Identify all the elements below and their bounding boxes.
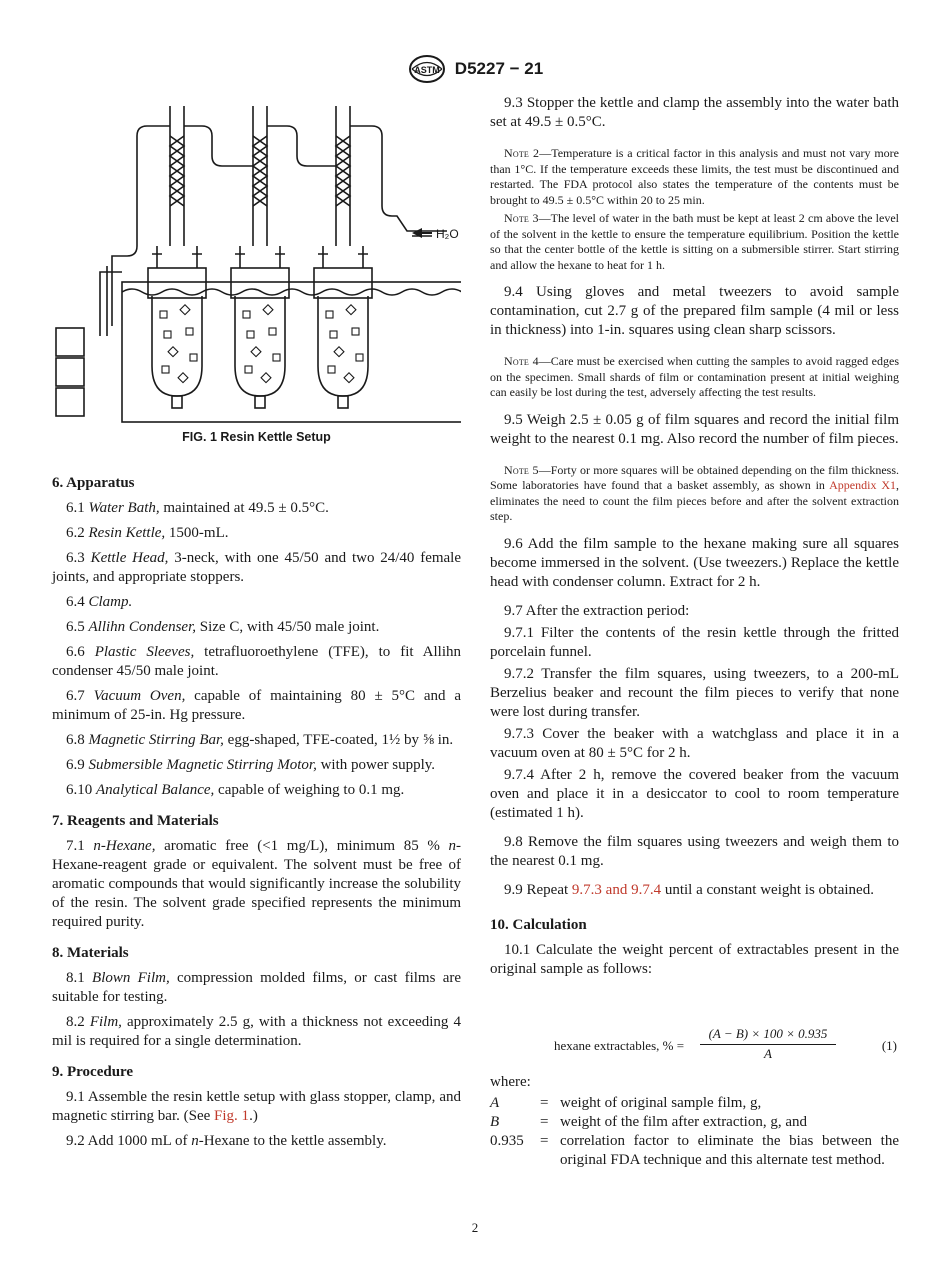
para-6-2: 6.2 Resin Kettle, 1500-mL.: [66, 525, 229, 541]
para-9-5: 9.5 Weigh 2.5 ± 0.05 g of film squares and record the initial film weight to the nearest 0.1 mg. Also record the number of film pieces.: [490, 411, 899, 447]
para-9-7: 9.7 After the extraction period:: [504, 602, 690, 619]
resin-kettle-figure: [52, 96, 461, 426]
page-header: [0, 54, 950, 84]
para-6-9: 6.9 Submersible Magnetic Stirring Motor, with power supply.: [66, 757, 436, 773]
para-6-5: 6.5 Allihn Condenser, Size C, with 45/50 male joint.: [66, 619, 380, 635]
para-9-3: 9.3 Stopper the kettle and clamp the assembly into the water bath set at 49.5 ± 0.5°C.: [490, 95, 899, 130]
figure-caption: FIG. 1 Resin Kettle Setup: [182, 430, 331, 444]
para-6-3: 6.3 Kettle Head, 3-neck, with one 45/50 and two 24/40 female joints, and appropriate stoppers.: [52, 550, 462, 585]
para-9-7-3: 9.7.3 Cover the beaker with a watchglass and place it in a vacuum oven at 80 ± 5°C for 2 h.: [490, 725, 899, 761]
equation-numerator: (A − B) × 100 × 0.935: [700, 1026, 836, 1045]
section-10-heading: 10. Calculation: [490, 916, 587, 933]
para-9-6: 9.6 Add the film sample to the hexane making sure all squares become immersed in the solvent. (Use tweezers.) Replace the kettle head with condenser column. Extract for 2 h.: [490, 535, 899, 590]
para-9-1: 9.1 Assemble the resin kettle setup with glass stopper, clamp, and magnetic stirring bar. (See Fig. 1.): [52, 1089, 461, 1124]
section-8-heading: 8. Materials: [52, 945, 129, 961]
page-number: 2: [471, 1220, 479, 1235]
para-9-9: 9.9 Repeat 9.7.3 and 9.7.4 until a constant weight is obtained.: [504, 881, 874, 898]
section-6-heading: 6. Apparatus: [52, 475, 135, 491]
note-2: Note 2—Temperature is a critical factor in this analysis and must not vary more than 1°C. If the temperature exceeds these limits, the test must be discontinued and restarted. The FDA protocol also states the temperature of the contents must be brought to 49.5 ± 0.5°C within 20 to 25 min.: [490, 146, 899, 207]
para-9-4: 9.4 Using gloves and metal tweezers to avoid sample contamination, cut 2.7 g of the prepared film sample (4 mil or less in thickness) into 1-in. squares using clean sharp scissors.: [490, 284, 899, 338]
definition-symbol: A: [490, 1095, 500, 1111]
definition-symbol: B: [490, 1114, 500, 1130]
fig-1-link[interactable]: Fig. 1: [214, 1108, 250, 1124]
para-6-8: 6.8 Magnetic Stirring Bar, egg-shaped, TFE-coated, 1½ by ⅝ in.: [66, 732, 454, 748]
para-9-8: 9.8 Remove the film squares using tweezers and weigh them to the nearest 0.1 mg.: [490, 833, 899, 869]
definition-text: weight of original sample film, g,: [560, 1095, 762, 1111]
para-7-1: 7.1 n-Hexane, aromatic free (<1 mg/L), minimum 85 % n-Hexane-reagent grade or equivalent. The solvent must be free of aromatic compounds that would significantly increase the solubility of the resin. The solvent grade specified represents the minimum required purity.: [52, 838, 461, 930]
definition-text: correlation factor to eliminate the bias between the original FDA technique and this alternate test method.: [560, 1133, 899, 1168]
svg-text:ASTM: ASTM: [414, 65, 440, 75]
para-6-1: 6.1 Water Bath, maintained at 49.5 ± 0.5°C.: [66, 500, 329, 516]
where-label: where:: [490, 1074, 531, 1090]
definition-row: B = weight of the film after extraction, g, and: [490, 1113, 899, 1132]
note-5: Note 5—Forty or more squares will be obtained depending on the film thickness. Some laboratories have found that a basket assembly, as shown in Appendix X1, eliminates the need to count the film pieces before and after the solvent extraction step.: [490, 462, 900, 523]
equation-fraction: [700, 1026, 836, 1062]
para-9-7-1: 9.7.1 Filter the contents of the resin kettle through the fritted porcelain funnel.: [490, 624, 899, 660]
definition-symbol: 0.935: [490, 1133, 524, 1149]
equation-lhs: hexane extractables, % =: [554, 1038, 685, 1053]
note-3: Note 3—The level of water in the bath must be kept at least 2 cm above the level of the solvent in the kettle to ensure the temperature equilibrium. Position the kettle so that the center bottle of the kettle is sitting on a submersible stirrer. Start stirring and allow the hexane to heat for 1 h.: [490, 211, 899, 272]
section-7-heading: 7. Reagents and Materials: [52, 813, 219, 829]
definition-text: weight of the film after extraction, g, and: [560, 1114, 807, 1130]
left-column: [52, 474, 461, 1151]
section-9-heading: 9. Procedure: [52, 1064, 134, 1080]
para-6-6: 6.6 Plastic Sleeves, tetrafluoroethylene (TFE), to fit Allihn condenser 45/50 male joint.: [52, 644, 461, 679]
equation-1: [490, 1026, 899, 1066]
para-9-7-4: 9.7.4 After 2 h, remove the covered beaker from the vacuum oven and place it in a desiccator to cool to room temperature (estimated 1 h).: [490, 766, 899, 821]
appendix-x1-link[interactable]: Appendix X1: [829, 478, 896, 492]
steps-link[interactable]: 9.7.3 and 9.7.4: [571, 881, 662, 898]
standard-designation: D5227 − 21: [454, 59, 544, 78]
para-8-2: 8.2 Film, approximately 2.5 g, with a thickness not exceeding 4 mil is required for a single determination.: [52, 1014, 461, 1049]
note-4: Note 4—Care must be exercised when cutting the samples to avoid ragged edges on the specimen. Small shards of film or contamination present at initial weighing can easily be lost during the test, adversely affecting the test results.: [490, 354, 899, 399]
definitions: [490, 1094, 899, 1170]
para-6-10: 6.10 Analytical Balance, capable of weighing to 0.1 mg.: [66, 782, 405, 798]
para-9-2: 9.2 Add 1000 mL of n-Hexane to the kettle assembly.: [66, 1133, 387, 1149]
right-column: [490, 94, 899, 979]
astm-logo-icon: [407, 54, 447, 84]
definition-row: 0.935 = correlation factor to eliminate the bias between the original FDA technique and this alternate test method.: [490, 1133, 899, 1168]
para-6-4: 6.4 Clamp.: [66, 594, 133, 610]
equation-number: (1): [881, 1038, 897, 1053]
para-6-7: 6.7 Vacuum Oven, capable of maintaining 80 ± 5°C and a minimum of 25-in. Hg pressure.: [52, 688, 462, 723]
para-9-7-2: 9.7.2 Transfer the film squares, using tweezers, to a 200-mL Berzelius beaker and recount the film pieces to verify that none were lost during transfer.: [490, 665, 899, 720]
para-10-1: 10.1 Calculate the weight percent of extractables present in the original sample as follows:: [490, 941, 899, 977]
definition-row: A = weight of original sample film, g,: [490, 1094, 899, 1113]
equation-denominator: A: [764, 1046, 772, 1061]
para-8-1: 8.1 Blown Film, compression molded films, or cast films are suitable for testing.: [52, 970, 462, 1005]
svg-text:H₂O: H₂O: [436, 227, 459, 241]
